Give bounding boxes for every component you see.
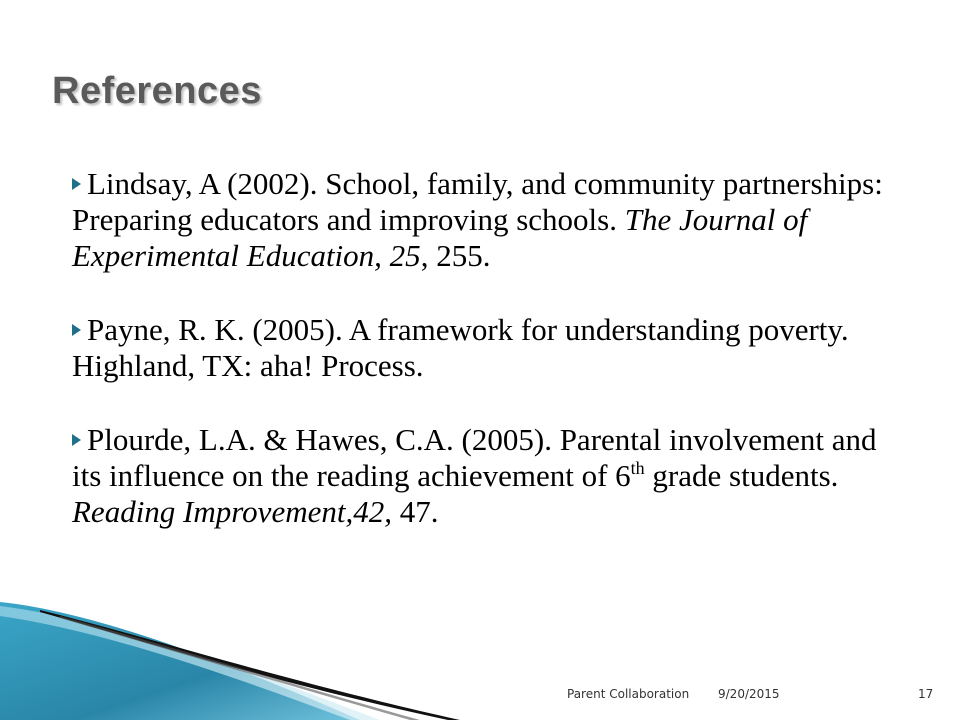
triangle-bullet-icon bbox=[72, 434, 81, 446]
reference-text: Payne, R. K. (2005). A framework for understanding poverty. Highland, TX: aha! Process. bbox=[72, 312, 849, 383]
reference-text: Plourde, L.A. & Hawes, C.A. (2005). Parental involvement and its influence on the reading achievement of 6 bbox=[72, 422, 877, 493]
reference-text-end: , 255. bbox=[420, 238, 491, 273]
footer-date: 9/20/2015 bbox=[718, 687, 780, 701]
footer-title: Parent Collaboration bbox=[567, 687, 690, 701]
triangle-bullet-icon bbox=[72, 324, 81, 336]
slide-number: 17 bbox=[918, 687, 934, 701]
reference-journal: The Journal of Experimental Education, 25 bbox=[72, 202, 808, 273]
reference-item bbox=[72, 166, 912, 274]
reference-item bbox=[72, 422, 912, 530]
reference-item bbox=[72, 312, 912, 384]
reference-journal: Reading Improvement,42, bbox=[72, 494, 392, 529]
superscript-th: th bbox=[630, 458, 645, 478]
reference-text: Lindsay, A (2002). School, family, and community partnerships: Preparing educators and improving schools. bbox=[72, 166, 883, 237]
reference-list bbox=[72, 166, 912, 568]
reference-text-end: 47. bbox=[391, 494, 439, 529]
reference-text-mid: grade students. bbox=[644, 458, 839, 493]
decorative-wave-graphic bbox=[0, 580, 460, 720]
triangle-bullet-icon bbox=[72, 178, 81, 190]
slide-title: References bbox=[52, 70, 262, 112]
